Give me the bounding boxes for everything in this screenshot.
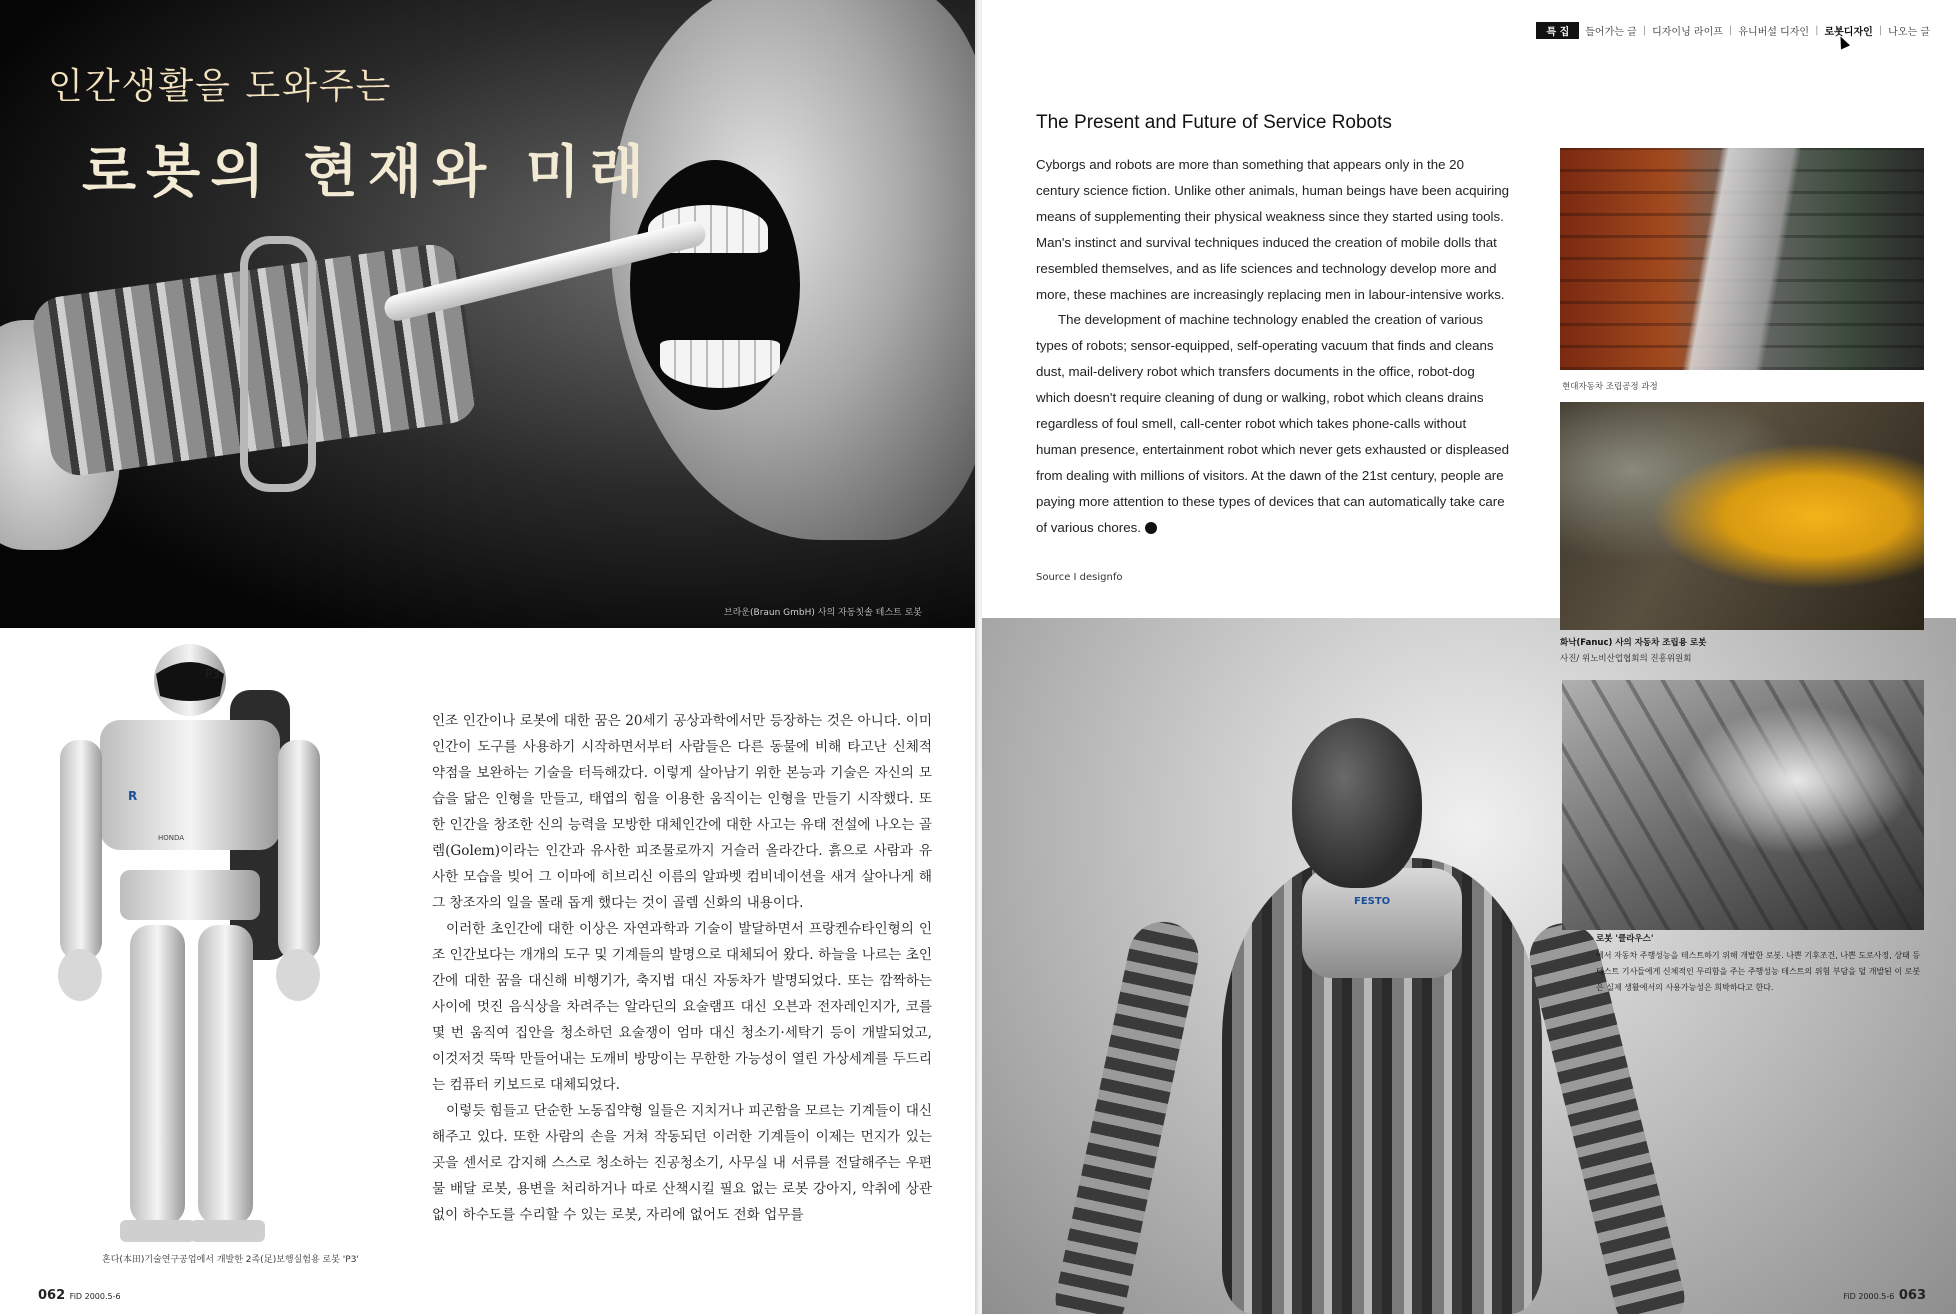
p3-head-label: P3 bbox=[205, 667, 220, 681]
page-number: 062 bbox=[38, 1288, 66, 1303]
english-article-body bbox=[1036, 152, 1510, 541]
end-mark-icon: f bbox=[1145, 522, 1157, 534]
korean-paragraph: 이렇듯 힘들고 단순한 노동집약형 일들은 지치거나 피곤함을 모르는 기계들이 대신해주고 있다. 또한 사람의 손을 거쳐 작동되던 이러한 기계들이 이제는 먼지가 있는 곳을 센서로 감지해 스스로 청소하는 진공청소기, 사무실 내 서류를 전달해주는 우편물 배달 로봇, 용변을 처리하거나 따로 산책시킬 필요 없는 로봇 강아지, 악취에 상관없이 하수도를 수리할 수 있는 로봇, 자리에 없어도 전화 업무를 bbox=[432, 1103, 932, 1223]
nav-item-robot-design[interactable]: 로봇디자인 bbox=[1824, 27, 1873, 38]
klaus-caption-title: 로봇 '클라우스' bbox=[1596, 934, 1654, 944]
korean-paragraph: 인조 인간이나 로봇에 대한 꿈은 20세기 공상과학에서만 등장하는 것은 아니다. 이미 인간이 도구를 사용하기 시작하면서부터 사람들은 다른 동물에 비해 타고난 신체적 약점을 보완하는 기술을 터득해갔다. 이렇게 살아남기 위한 본능과 기술은 자신의 모습을 닮은 인형을 만들고, 태엽의 힘을 이용한 움직이는 인형을 만들기 시작했다. 또한 인간을 창조한 신의 능력을 모방한 대체인간에 대한 사고는 유태 전설에 나오는 골렘(Golem)이라는 인간과 유사한 피조물로까지 거슬러 올라간다. 흙으로 사람과 유사한 모습을 빚어 그 이마에 히브리신 이름의 알파벳 컴비네이션을 새겨 살아나게 해 그 창조자의 일을 몰래 돕게 했다는 것이 골렘 신화의 내용이다. bbox=[432, 713, 932, 911]
hero-subtitle: 인간생활을 도와주는 bbox=[48, 66, 393, 107]
magazine-issue: FiD 2000.5-6 bbox=[69, 1292, 121, 1301]
fanuc-caption-title: 화낙(Fanuc) 사의 자동차 조립용 로봇 bbox=[1560, 638, 1707, 648]
nav-item-intro[interactable]: 들어가는 글 bbox=[1585, 27, 1637, 38]
magazine-issue: FiD 2000.5-6 bbox=[1843, 1292, 1895, 1301]
hero-title: 로봇의 현재와 미래 bbox=[82, 140, 654, 205]
source-credit: Source I designfo bbox=[1036, 572, 1123, 583]
section-nav: 특 집 들어가는 글 | 디자이닝 라이프 | 유니버설 디자인 | 로봇디자인 | 나오는 글 bbox=[1536, 22, 1930, 39]
assembly-line-caption: 현대자동차 조립공정 과정 bbox=[1562, 382, 1658, 392]
english-paragraph: Cyborgs and robots are more than something that appears only in the 20 century science fiction. Unlike other animals, human beings have been acquiring means of supplementing their physical weakness since they started using tools. Man's instinct and survival techniques induced the creation of mobile dolls that resembled themselves, and as life sciences and technology develop more and more, these machines are increasingly replacing men in labour-intensive works. bbox=[1036, 157, 1510, 302]
p3-robot-photo bbox=[40, 640, 340, 1260]
robot-head-graphic bbox=[1292, 718, 1422, 888]
nav-item-outro[interactable]: 나오는 글 bbox=[1888, 27, 1930, 38]
page-number: 063 bbox=[1898, 1288, 1926, 1303]
lower-teeth-graphic bbox=[660, 340, 780, 388]
folio-right bbox=[1843, 1288, 1926, 1303]
fanuc-robot-photo bbox=[1560, 402, 1924, 630]
svg-text:R: R bbox=[128, 789, 138, 803]
nav-item-designing-life[interactable]: 디자이닝 라이프 bbox=[1652, 27, 1723, 38]
nav-item-universal-design[interactable]: 유니버설 디자인 bbox=[1738, 27, 1810, 38]
korean-article-body bbox=[432, 708, 932, 1228]
english-paragraph: The development of machine technology enabled the creation of various types of robots; sensor-equipped, self-operating vacuum that finds and cleans dust, mail-delivery robot which transfers documents in the office, robot-dog which doesn't require cleaning of dung or walking, robot which cleans drains regardless of foul smell, call-center robot which takes phone-calls without human presence, entertainment robot which never gets exhausted or displeased from dealing with millions of visitors. At the dawn of the 21st century, people are paying more attention to these types of devices that can automatically take care of various chores. f bbox=[1036, 312, 1510, 535]
assembly-line-photo bbox=[1560, 148, 1924, 370]
fanuc-caption-credit: 사진/ 위노비산업협회의 진흥위원회 bbox=[1560, 654, 1692, 664]
english-title: The Present and Future of Service Robots bbox=[1036, 112, 1392, 133]
hero-photo bbox=[0, 0, 978, 628]
hero-caption: 브라운(Braun GmbH) 사의 자동칫솔 테스트 로봇 bbox=[723, 608, 922, 618]
robot-chest-graphic bbox=[1302, 868, 1462, 978]
festo-logo: FESTO bbox=[1354, 896, 1391, 907]
test-driver-robot-photo bbox=[1562, 680, 1924, 930]
korean-paragraph: 이러한 초인간에 대한 이상은 자연과학과 기술이 발달하면서 프랑켄슈타인형의 인조 인간보다는 개개의 도구 및 기계들의 발명으로 대체되어 왔다. 하늘을 나르는 초인간에 대한 꿈을 대신해 비행기가, 축지법 대신 자동차가 발명되었다. 또는 깜짝하는 사이에 멋진 음식상을 차려주는 알라딘의 요술램프 대신 오븐과 전자레인지가, 코를 몇 번 움직여 집안을 청소하던 요술쟁이 엄마 대신 청소기·세탁기 등이 개발되었고, 이것저것 뚝딱 만들어내는 도깨비 방망이는 무한한 가능성이 열린 가상세계를 두드리는 컴퓨터 키보드로 대체되었다. bbox=[432, 921, 932, 1093]
klaus-caption-body: 에서 자동차 주행성능을 테스트하기 위해 개발한 로봇. 나쁜 기후조건, 나쁜 도로사정, 상태 등 테스트 기사들에게 신체적인 무리함을 주는 주행성능 테스트의 위험 부담을 덜 개발된 이 로봇은 실제 생활에서의 사용가능성은 희박하다고 한다. bbox=[1596, 951, 1921, 992]
p3-caption: 혼다(本田)기술연구공업에서 개발한 2족(足)보행실험용 로봇 'P3' bbox=[102, 1255, 359, 1265]
section-tag: 특 집 bbox=[1536, 22, 1579, 39]
folio-left bbox=[38, 1288, 121, 1303]
robot-left-arm-graphic bbox=[1049, 915, 1205, 1314]
p3-brand: HONDA bbox=[158, 834, 185, 842]
arm-ring-graphic bbox=[240, 236, 316, 492]
